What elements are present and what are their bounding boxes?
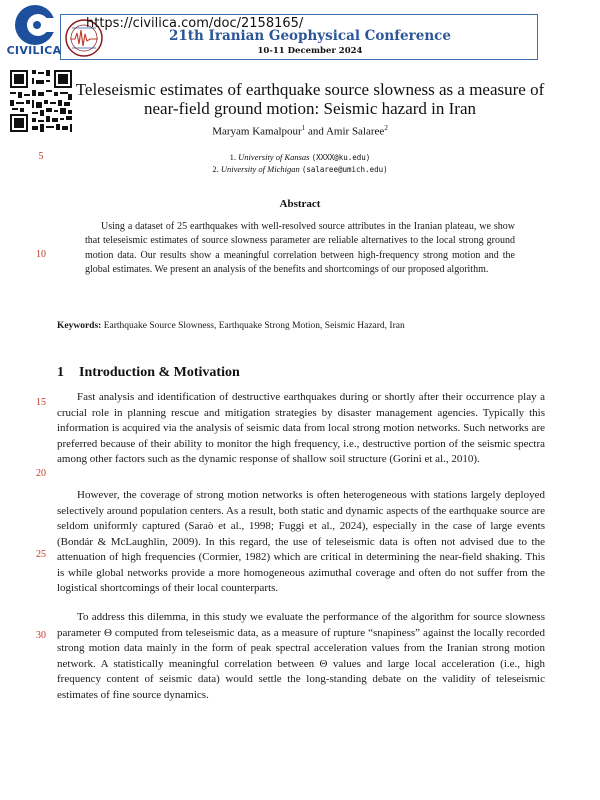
section-title: Introduction & Motivation <box>79 365 240 380</box>
line-number: 10 <box>36 249 46 260</box>
civilica-c-icon <box>14 4 56 46</box>
line-number: 25 <box>36 549 46 560</box>
conference-title: 21th Iranian Geophysical Conference <box>169 28 451 44</box>
conference-date: 10-11 December 2024 <box>257 46 363 56</box>
affiliation-email[interactable]: (XXXX@ku.edu) <box>311 153 371 162</box>
civilica-logo-text: CIVILICA <box>6 44 62 57</box>
keywords <box>57 321 547 331</box>
body-paragraph: Fast analysis and identification of destructive earthquakes during or shortly after their occurrence play a crucial role in planning rescue and mitigation strategies by disaster management agencies. Typically this information is acquired via the analysis of seismic data from local strong motion networks. Such networks are preferred because of their ability to monitor the high frequency, i.e., destructive portion of the seismic spectra among other factors such as the dynamic response of shallow soil structure (Gorini et al., 2010). <box>57 391 545 465</box>
civilica-logo[interactable] <box>4 4 60 56</box>
affiliation-number: 1. <box>229 152 237 162</box>
author-name: Amir Salaree <box>325 125 385 138</box>
keywords-label: Keywords: <box>57 321 102 331</box>
line-number: 20 <box>36 468 46 479</box>
abstract-body: Using a dataset of 25 earthquakes with well-resolved source attributes in the Iranian plateau, we show that teleseismic estimates of source slowness parameter are reliable alternatives to the local strong ground motion data. Our results show a meaningful correlation between high-frequency strong motion and the global estimates. We present an analysis of the benefits and shortcomings of our proposed algorithm. <box>85 221 515 276</box>
paper-title <box>60 80 560 118</box>
section-number: 1 <box>57 365 64 380</box>
body-paragraph: However, the coverage of strong motion networks is often heterogeneous with stations largely deployed selectively around population centers. As a result, both static and dynamic aspects of the earthquake source are seldom uniformly captured (Saraò et al., 1998; Fuggi et al., 2024), especially in the case of large events (Bondár & McLaughlin, 2009). In this regard, the use of teleseismic data is often not advised due to the attenuation of high frequencies (Cormier, 1982) which are critical in determining the near-field shaking. This is while global networks provide a more homogeneous azimuthal coverage and often do not suffer from the logistical shortcomings of their local counterparts. <box>57 489 545 594</box>
affiliation <box>0 164 600 174</box>
affiliation-number: 2. <box>212 164 219 174</box>
section-heading <box>57 365 547 381</box>
author-affiliation-mark: 2 <box>384 124 388 132</box>
paper-title-line-1: Teleseismic estimates of earthquake source slowness as a measure of <box>75 80 545 99</box>
author-list <box>0 124 600 138</box>
affiliation-email[interactable]: (salaree@umich.edu) <box>301 165 388 174</box>
line-number: 30 <box>36 630 46 641</box>
paper-title-line-2: near-field ground motion: Seismic hazard in Iran <box>144 99 476 118</box>
affiliation-institution: University of Michigan <box>220 164 300 174</box>
body-paragraph: To address this dilemma, in this study we evaluate the performance of the algorithm for source slowness parameter Θ computed from teleseismic data, as a measure of rupture “snapiness” against the locally recorded strong motion data mainly in the form of peak spectral acceleration values from the Iranian strong motion network. A statistically meaningful correlation between Θ values and large local acceleration (i.e., high frequency content of seismic data) would settle the long-standing debate on the validity of teleseismic estimates of fine source dynamics. <box>57 611 545 701</box>
line-number: 15 <box>36 397 46 408</box>
abstract-heading: Abstract <box>279 198 321 210</box>
affiliation-institution: University of Kansas <box>238 152 310 162</box>
author-affiliation-mark: 1 <box>301 124 306 132</box>
line-number: 5 <box>38 151 44 162</box>
author-name: Maryam Kamalpour <box>212 125 302 138</box>
keywords-list: Earthquake Source Slowness, Earthquake Strong Motion, Seismic Hazard, Iran <box>103 321 405 331</box>
author-conjunction: and <box>305 125 326 138</box>
affiliation <box>0 152 600 162</box>
document-url[interactable]: https://civilica.com/doc/2158165/ <box>86 16 304 31</box>
